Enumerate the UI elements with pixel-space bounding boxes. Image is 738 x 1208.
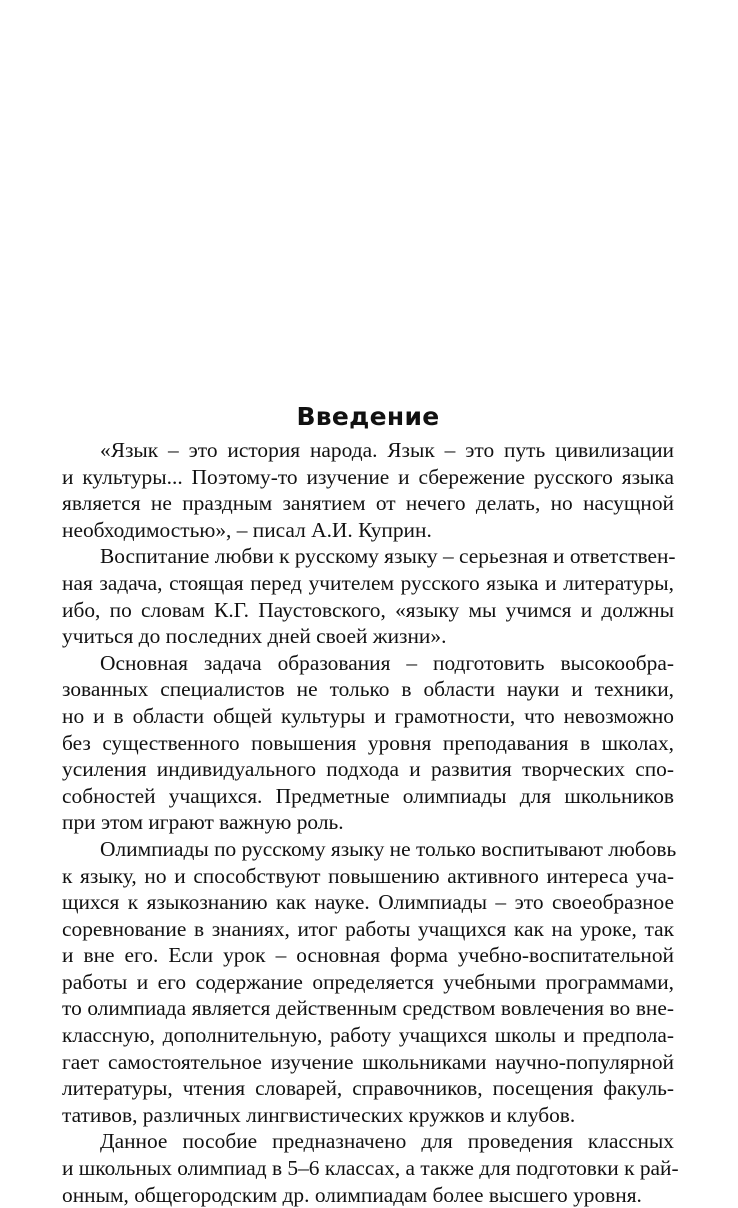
text-line: ная задача, стоящая перед учителем русского языка и литературы, [62, 570, 674, 595]
text-line: собностей учащихся. Предметные олимпиады для школьников [62, 783, 674, 808]
document-page [62, 401, 679, 1208]
text-line: усиления индивидуального подхода и развития творческих спо- [62, 757, 674, 782]
text-line: учиться до последних дней своей жизни». [62, 624, 447, 649]
text-line: литературы, чтения словарей, справочников, посещения факуль- [62, 1076, 674, 1101]
text-line: классную, дополнительную, работу учащихся школы и предпола- [62, 1023, 674, 1048]
body-text [62, 437, 679, 1208]
text-line: тативов, различных лингвистических кружков и клубов. [62, 1102, 576, 1127]
paragraph [62, 543, 674, 649]
text-line: необходимостью», – писал А.И. Куприн. [62, 517, 432, 542]
text-line: ибо, по словам К.Г. Паустовского, «языку мы учимся и должны [62, 597, 674, 622]
text-line: гает самостоятельное изучение школьниками научно-популярной [62, 1049, 674, 1074]
page-title: Введение [296, 402, 440, 431]
text-line: без существенного повышения уровня преподавания в школах, [62, 730, 674, 755]
paragraph [62, 650, 674, 836]
text-line: при этом играют важную роль. [62, 810, 344, 835]
text-line: и вне его. Если урок – основная форма учебно-воспитательной [62, 943, 674, 968]
text-line: соревнование в знаниях, итог работы учащихся как на уроке, так [62, 916, 674, 941]
text-line: Воспитание любви к русскому языку – серьезная и ответствен- [100, 544, 676, 569]
paragraph [62, 1128, 679, 1208]
paragraph [62, 437, 674, 543]
text-line: и культуры... Поэтому-то изучение и сбережение русского языка [62, 464, 674, 489]
text-line: работы и его содержание определяется учебными программами, [62, 969, 674, 994]
text-line: и школьных олимпиад в 5–6 классах, а также для подготовки к рай- [62, 1156, 679, 1181]
text-line: то олимпиада является действенным средством вовлечения во вне- [62, 996, 674, 1021]
text-line: щихся к языкознанию как науке. Олимпиады – это своеобразное [62, 890, 674, 915]
text-line: зованных специалистов не только в области науки и техники, [62, 677, 674, 702]
text-line: Олимпиады по русскому языку не только воспитывают любовь [100, 836, 677, 861]
text-line: онным, общегородским др. олимпиадам более высшего уровня. [62, 1182, 642, 1207]
paragraph [62, 836, 677, 1129]
text-line: к языку, но и способствуют повышению активного интереса уча- [62, 863, 674, 888]
text-line: является не праздным занятием от нечего делать, но насущной [62, 491, 674, 516]
text-line: Основная задача образования – подготовить высокообра- [100, 650, 674, 675]
text-line: но и в области общей культуры и грамотности, что невозможно [62, 703, 674, 728]
text-line: Данное пособие предназначено для проведения классных [100, 1129, 674, 1154]
text-line: «Язык – это история народа. Язык – это путь цивилизации [100, 438, 674, 462]
